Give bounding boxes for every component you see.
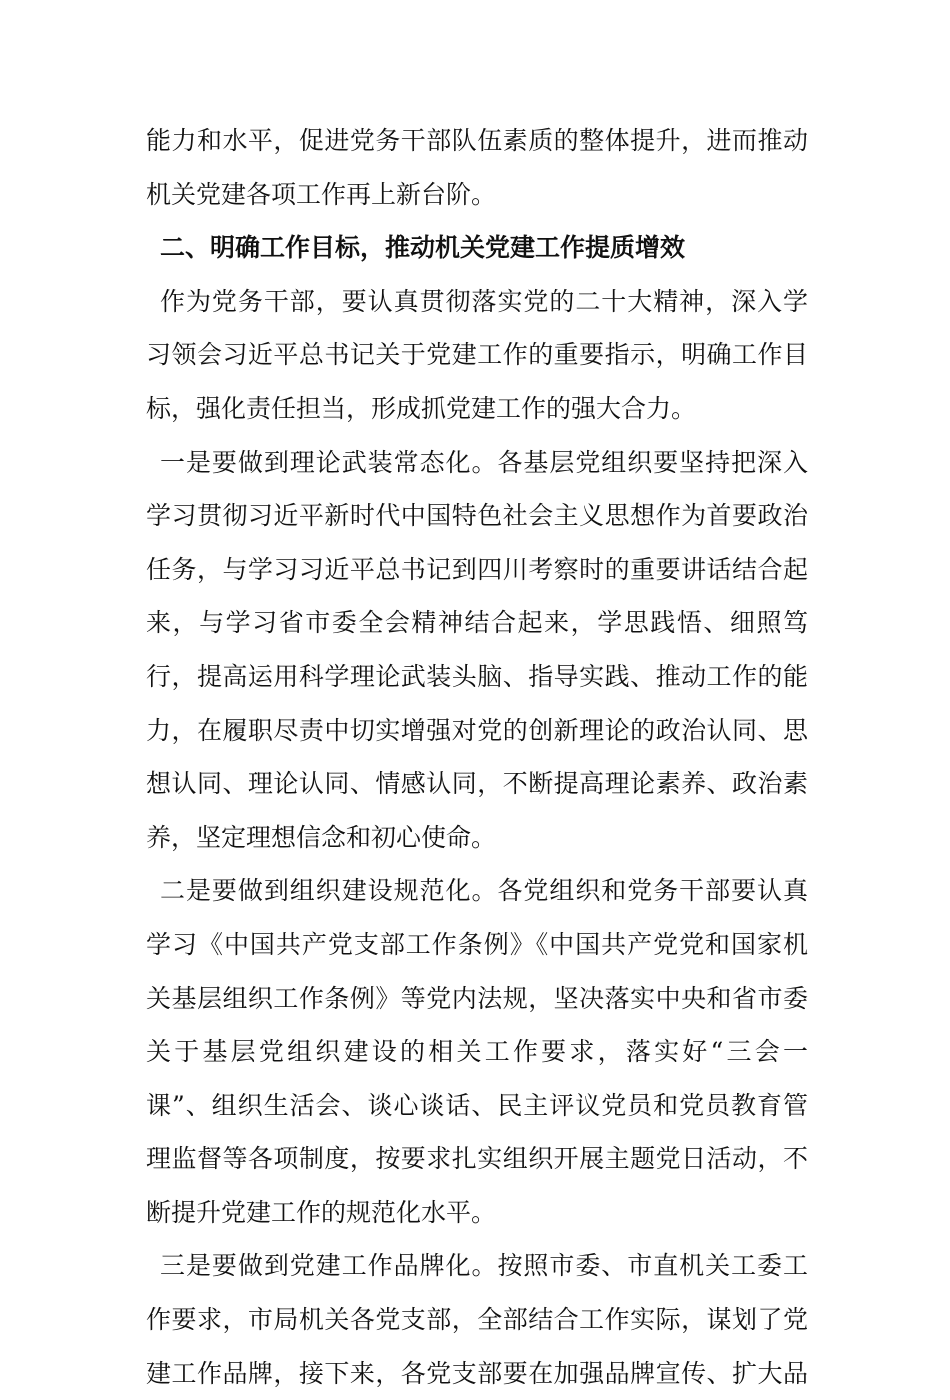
text-line: 关于基层党组织建设的相关工作要求，落实好“三会一 — [146, 1037, 808, 1067]
text-line: 任务，与学习习近平总书记到四川考察时的重要讲话结合起 — [146, 554, 808, 584]
text-line: 课”、组织生活会、谈心谈话、民主评议党员和党员教育管 — [146, 1090, 808, 1120]
document-body — [146, 114, 808, 1400]
text-line: 学习《中国共产党支部工作条例》《中国共产党党和国家机 — [146, 929, 808, 959]
text-line: 标，强化责任担当，形成抓党建工作的强大合力。 — [146, 393, 697, 423]
text-line: 学习贯彻习近平新时代中国特色社会主义思想作为首要政治 — [146, 501, 808, 531]
text-line: 二是要做到组织建设规范化。各党组织和党务干部要认真 — [160, 876, 808, 906]
text-line: 作要求，市局机关各党支部，全部结合工作实际，谋划了党 — [146, 1305, 808, 1335]
text-line: 一是要做到理论武装常态化。各基层党组织要坚持把深入 — [160, 447, 808, 477]
text-line: 行，提高运用科学理论武装头脑、指导实践、推动工作的能 — [146, 661, 808, 691]
text-line: 三是要做到党建工作品牌化。按照市委、市直机关工委工 — [160, 1251, 808, 1281]
text-line: 养，坚定理想信念和初心使命。 — [146, 822, 497, 852]
text-line: 机关党建各项工作再上新台阶。 — [146, 179, 497, 209]
section-heading: 二、明确工作目标，推动机关党建工作提质增效 — [160, 233, 686, 263]
text-line: 想认同、理论认同、情感认同，不断提高理论素养、政治素 — [146, 769, 808, 799]
text-line: 习领会习近平总书记关于党建工作的重要指示，明确工作目 — [146, 340, 808, 370]
text-line: 断提升党建工作的规范化水平。 — [146, 1197, 497, 1227]
text-line: 力，在履职尽责中切实增强对党的创新理论的政治认同、思 — [146, 715, 808, 745]
text-line: 作为党务干部，要认真贯彻落实党的二十大精神，深入学 — [160, 286, 808, 316]
text-line: 能力和水平，促进党务干部队伍素质的整体提升，进而推动 — [146, 126, 808, 155]
text-line: 建工作品牌，接下来，各党支部要在加强品牌宣传、扩大品 — [146, 1358, 808, 1388]
text-line: 理监督等各项制度，按要求扎实组织开展主题党日活动，不 — [146, 1144, 808, 1174]
text-line: 来，与学习省市委全会精神结合起来，学思践悟、细照笃 — [146, 608, 808, 638]
text-line: 关基层组织工作条例》等党内法规，坚决落实中央和省市委 — [146, 983, 808, 1013]
